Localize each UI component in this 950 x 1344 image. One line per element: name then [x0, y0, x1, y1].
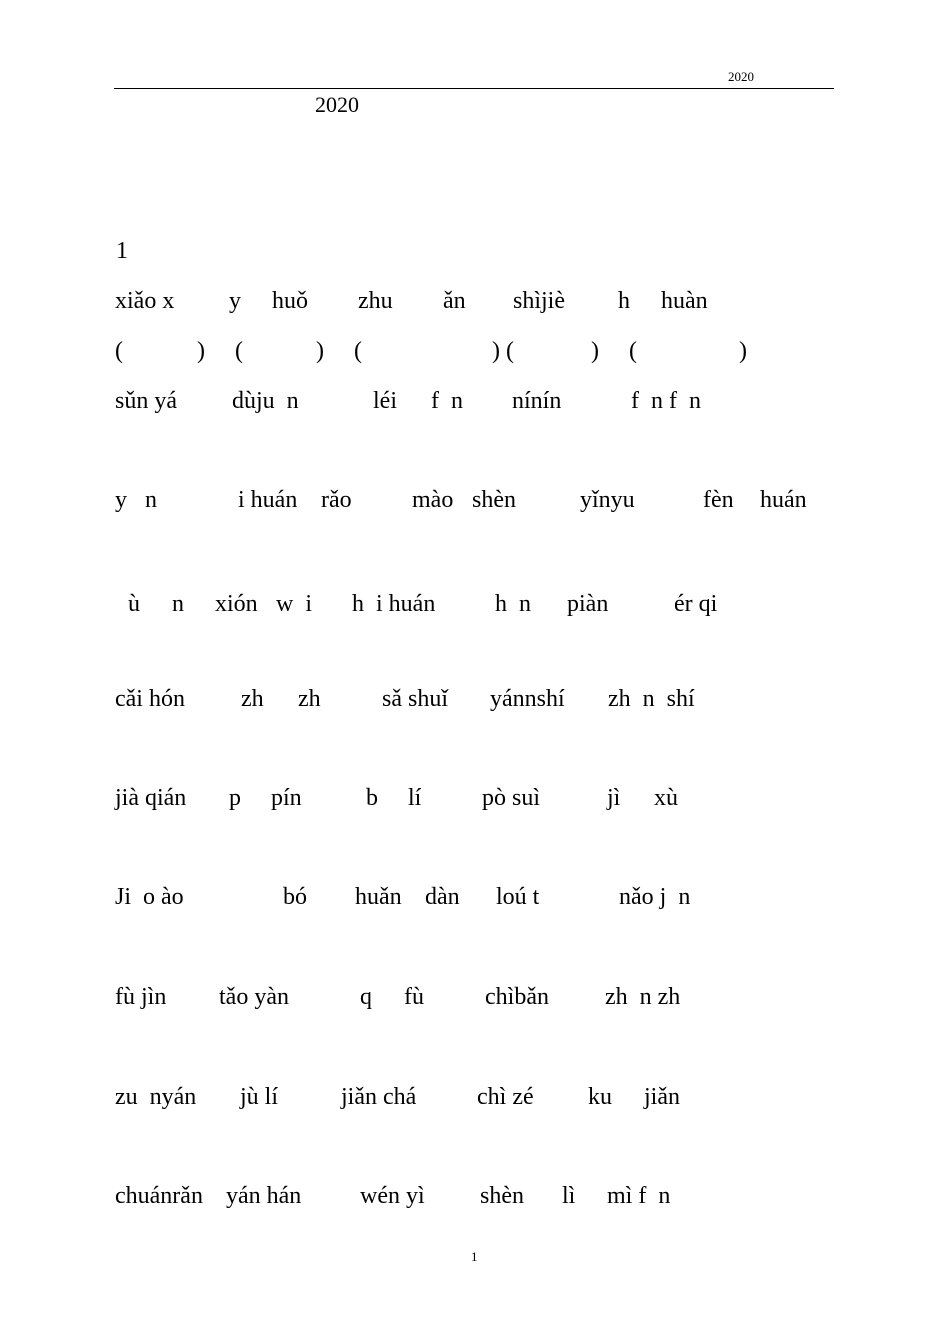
pinyin-token: p [229, 785, 241, 811]
pinyin-line [0, 1181, 950, 1211]
pinyin-token: chuánrǎn [115, 1183, 203, 1209]
blank-paren-pair: ) ( [492, 338, 514, 364]
pinyin-token: chìbǎn [485, 984, 549, 1010]
pinyin-token: h i huán [352, 591, 436, 617]
pinyin-token: w i [276, 591, 312, 617]
pinyin-token: shèn [472, 487, 516, 513]
pinyin-token: b [366, 785, 378, 811]
pinyin-token: jù lí [240, 1084, 279, 1110]
pinyin-token: huàn [661, 288, 708, 314]
pinyin-token: ǎn [443, 288, 466, 314]
pinyin-token: bó [283, 884, 307, 910]
pinyin-token: piàn [567, 591, 609, 617]
pinyin-token: pín [271, 785, 302, 811]
pinyin-line [0, 485, 950, 515]
header-rule [114, 88, 834, 89]
pinyin-token: ér qi [674, 591, 718, 617]
pinyin-token: huǎn [355, 884, 402, 910]
pinyin-token: jiǎn chá [341, 1084, 417, 1110]
pinyin-token: léi [373, 388, 397, 414]
pinyin-token: wén yì [360, 1183, 425, 1209]
pinyin-token: xiǎo x [115, 288, 175, 314]
pinyin-line [0, 386, 950, 416]
pinyin-token: jì [607, 785, 621, 811]
pinyin-token: ku [588, 1084, 612, 1110]
pinyin-line [0, 783, 950, 813]
pinyin-token: fù jìn [115, 984, 167, 1010]
page-number: 1 [471, 1249, 478, 1264]
pinyin-token: y n [115, 487, 157, 513]
pinyin-token: ù [128, 591, 140, 617]
pinyin-token: jià qián [115, 785, 187, 811]
pinyin-line [0, 1082, 950, 1112]
pinyin-token: huán [760, 487, 807, 513]
pinyin-token: mào [412, 487, 454, 513]
blank-close-paren: ) [739, 338, 747, 364]
header-year: 2020 [728, 69, 754, 84]
pinyin-token: q [360, 984, 372, 1010]
pinyin-line [0, 589, 950, 619]
pinyin-token: xión [215, 591, 258, 617]
pinyin-token: loú t [496, 884, 540, 910]
pinyin-token: yán hán [226, 1183, 302, 1209]
pinyin-token: n [172, 591, 184, 617]
pinyin-token: lì [562, 1183, 576, 1209]
pinyin-token: h [618, 288, 630, 314]
pinyin-token: i huán [238, 487, 298, 513]
pinyin-line [0, 286, 950, 316]
pinyin-token: zhu [358, 288, 393, 314]
pinyin-token: zh n zh [605, 984, 681, 1010]
answer-blanks-line [0, 336, 950, 366]
section-number: 1 [116, 238, 128, 264]
pinyin-token: fèn [703, 487, 734, 513]
pinyin-token: shèn [480, 1183, 524, 1209]
pinyin-token: shìjiè [513, 288, 565, 314]
pinyin-token: tǎo yàn [219, 984, 289, 1010]
blank-open-paren: ( [354, 338, 362, 364]
pinyin-token: yǐnyu [580, 487, 635, 513]
pinyin-token: lí [408, 785, 422, 811]
pinyin-token: Ji o ào [115, 884, 184, 910]
pinyin-line [0, 982, 950, 1012]
blank-close-paren: ) [197, 338, 205, 364]
pinyin-token: nǎo j n [619, 884, 691, 910]
pinyin-token: f n [431, 388, 463, 414]
pinyin-token: zh n shí [608, 686, 695, 712]
pinyin-token: chì zé [477, 1084, 534, 1110]
pinyin-token: nínín [512, 388, 562, 414]
pinyin-line [0, 684, 950, 714]
pinyin-token: zh [241, 686, 264, 712]
pinyin-token: zu nyán [115, 1084, 197, 1110]
blank-open-paren: ( [235, 338, 243, 364]
pinyin-token: pò suì [482, 785, 541, 811]
pinyin-token: cǎi hón [115, 686, 185, 712]
pinyin-token: yánnshí [490, 686, 565, 712]
pinyin-token: sǎ shuǐ [382, 686, 448, 712]
pinyin-token: dùju n [232, 388, 299, 414]
pinyin-token: xù [654, 785, 678, 811]
blank-open-paren: ( [115, 338, 123, 364]
pinyin-token: h n [495, 591, 531, 617]
pinyin-token: dàn [425, 884, 460, 910]
document-year: 2020 [315, 92, 359, 117]
pinyin-line [0, 882, 950, 912]
pinyin-token: sǔn yá [115, 388, 177, 414]
pinyin-token: rǎo [321, 487, 352, 513]
pinyin-token: zh [298, 686, 321, 712]
pinyin-token: mì f n [607, 1183, 671, 1209]
pinyin-token: f n f n [631, 388, 701, 414]
pinyin-token: huǒ [272, 288, 308, 314]
pinyin-token: jiǎn [644, 1084, 680, 1110]
blank-open-paren: ( [629, 338, 637, 364]
blank-close-paren: ) [316, 338, 324, 364]
blank-close-paren: ) [591, 338, 599, 364]
pinyin-token: y [229, 288, 241, 314]
pinyin-token: fù [404, 984, 424, 1010]
